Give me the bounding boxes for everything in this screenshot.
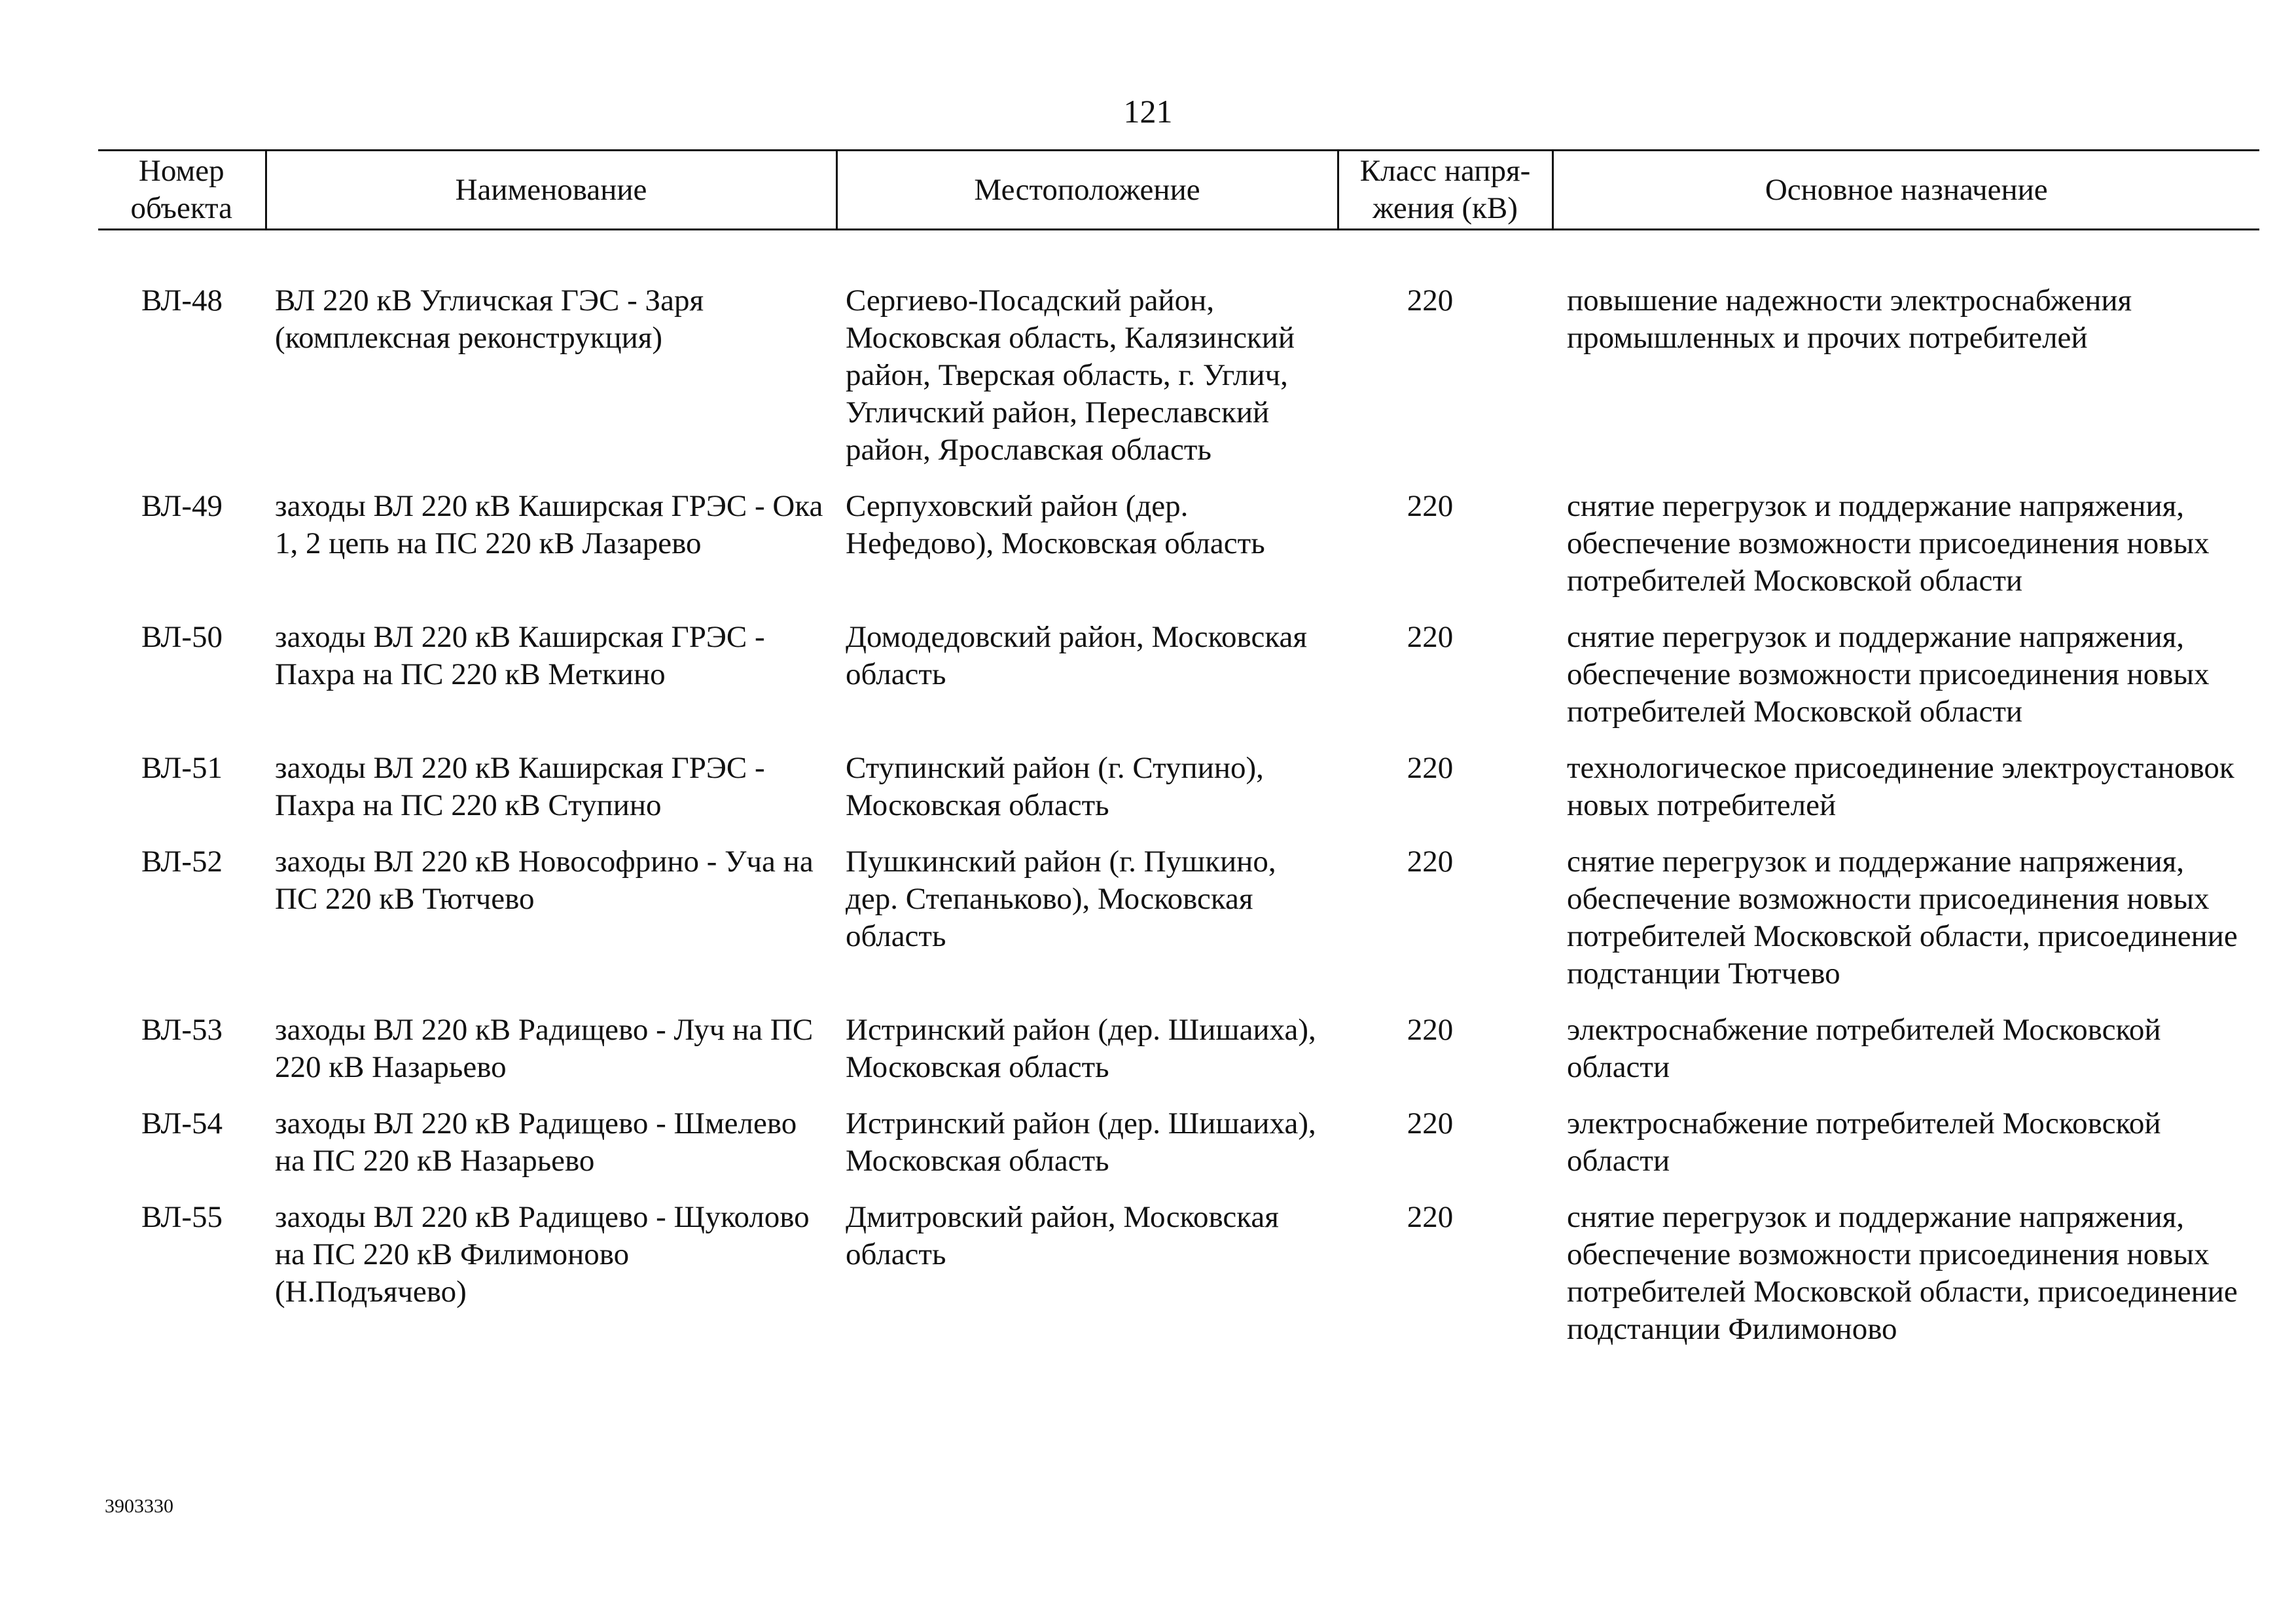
- cell-purpose: повышение надежности электроснабжения промышленных и прочих потребителей: [1567, 283, 2132, 355]
- cell-voltage: 220: [1407, 620, 1454, 654]
- cell-location: Серпуховский район (дер. Нефедово), Московская область: [846, 489, 1265, 560]
- page-number: 121: [1123, 93, 1173, 130]
- cell-number: ВЛ-55: [141, 1200, 223, 1234]
- header-row: [98, 151, 2259, 230]
- cell-name: заходы ВЛ 220 кВ Каширская ГРЭС - Ока 1, 2 цепь на ПС 220 кВ Лазарево: [275, 489, 823, 560]
- cell-purpose: снятие перегрузок и поддержание напряжения, обеспечение возможности присоединения новых потребителей Московской области, присоединение подстанции Филимоново: [1567, 1200, 2238, 1346]
- table-row: [98, 488, 2259, 619]
- table-row: [98, 282, 2259, 488]
- header-number: Номер объекта: [98, 151, 266, 230]
- cell-number: ВЛ-48: [141, 283, 223, 318]
- table-row: [98, 619, 2259, 750]
- table-row: [98, 843, 2259, 1012]
- cell-name: заходы ВЛ 220 кВ Радищево - Щуколово на ПС 220 кВ Филимоново (Н.Подъячево): [275, 1200, 810, 1309]
- cell-voltage: 220: [1407, 1013, 1454, 1047]
- cell-location: Пушкинский район (г. Пушкино, дер. Степаньково), Московская область: [846, 845, 1276, 953]
- cell-location: Ступинский район (г. Ступино), Московская область: [846, 751, 1264, 822]
- objects-table: [98, 149, 2259, 1367]
- header-voltage: Класс напря- жения (кВ): [1338, 151, 1552, 230]
- cell-purpose: электроснабжение потребителей Московской области: [1567, 1013, 2161, 1084]
- cell-location: Истринский район (дер. Шишаиха), Московская область: [846, 1106, 1316, 1178]
- cell-number: ВЛ-49: [141, 489, 223, 523]
- cell-voltage: 220: [1407, 845, 1454, 879]
- cell-purpose: технологическое присоединение электроустановок новых потребителей: [1567, 751, 2234, 822]
- cell-purpose: снятие перегрузок и поддержание напряжения, обеспечение возможности присоединения новых потребителей Московской области: [1567, 489, 2210, 598]
- header-purpose: Основное назначение: [1552, 151, 2259, 230]
- cell-voltage: 220: [1407, 489, 1454, 523]
- cell-name: заходы ВЛ 220 кВ Радищево - Луч на ПС 220 кВ Назарьево: [275, 1013, 814, 1084]
- spacer-row: [98, 230, 2259, 283]
- cell-purpose: электроснабжение потребителей Московской области: [1567, 1106, 2161, 1178]
- cell-name: заходы ВЛ 220 кВ Каширская ГРЭС - Пахра на ПС 220 кВ Меткино: [275, 620, 765, 691]
- table-row: [98, 1012, 2259, 1105]
- cell-name: заходы ВЛ 220 кВ Радищево - Шмелево на ПС 220 кВ Назарьево: [275, 1106, 797, 1178]
- cell-number: ВЛ-54: [141, 1106, 223, 1140]
- cell-voltage: 220: [1407, 1200, 1454, 1234]
- cell-location: Сергиево-Посадский район, Московская область, Калязинский район, Тверская область, г. Углич, Угличский район, Переславский район, Ярославская область: [846, 283, 1295, 467]
- table-row: [98, 1199, 2259, 1367]
- cell-purpose: снятие перегрузок и поддержание напряжения, обеспечение возможности присоединения новых потребителей Московской области, присоединение подстанции Тютчево: [1567, 845, 2238, 991]
- table-row: [98, 750, 2259, 843]
- cell-voltage: 220: [1407, 751, 1454, 785]
- cell-purpose: снятие перегрузок и поддержание напряжения, обеспечение возможности присоединения новых потребителей Московской области: [1567, 620, 2210, 729]
- cell-number: ВЛ-52: [141, 845, 223, 879]
- cell-location: Истринский район (дер. Шишаиха), Московская область: [846, 1013, 1316, 1084]
- cell-location: Дмитровский район, Московская область: [846, 1200, 1279, 1271]
- document-code: 3903330: [105, 1495, 173, 1517]
- table-row: [98, 1105, 2259, 1199]
- cell-number: ВЛ-51: [141, 751, 223, 785]
- header-name: Наименование: [266, 151, 836, 230]
- table-body: [98, 230, 2259, 1368]
- cell-location: Домодедовский район, Московская область: [846, 620, 1307, 691]
- cell-name: заходы ВЛ 220 кВ Каширская ГРЭС - Пахра на ПС 220 кВ Ступино: [275, 751, 765, 822]
- cell-name: ВЛ 220 кВ Угличская ГЭС - Заря (комплексная реконструкция): [275, 283, 704, 355]
- cell-number: ВЛ-50: [141, 620, 223, 654]
- table-header: [98, 151, 2259, 230]
- cell-number: ВЛ-53: [141, 1013, 223, 1047]
- cell-voltage: 220: [1407, 1106, 1454, 1140]
- cell-voltage: 220: [1407, 283, 1454, 318]
- header-location: Местоположение: [836, 151, 1338, 230]
- cell-name: заходы ВЛ 220 кВ Новософрино - Уча на ПС 220 кВ Тютчево: [275, 845, 814, 916]
